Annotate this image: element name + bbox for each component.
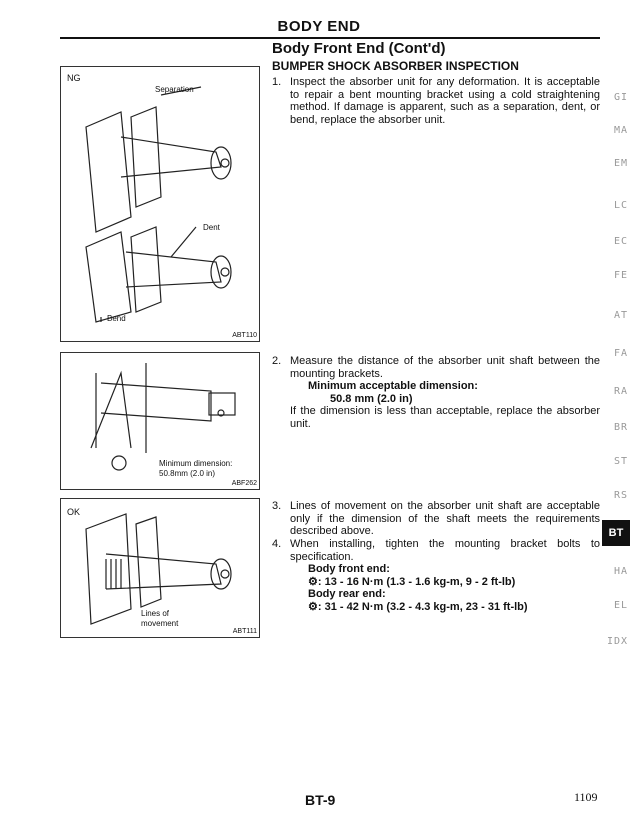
step-number: 1. xyxy=(272,76,282,88)
label-separation: Separation xyxy=(155,85,194,94)
figure-code: ABT110 xyxy=(232,332,257,339)
side-index-ha: HA xyxy=(613,566,628,577)
footer-number: 1109 xyxy=(574,790,598,804)
side-index-fe: FE xyxy=(613,270,628,281)
label-movement: movement xyxy=(141,619,179,628)
figure-ok-lines xyxy=(60,498,260,638)
label-bend: Bend xyxy=(107,314,126,323)
side-index-at: AT xyxy=(613,310,628,321)
figure-ng-deformation xyxy=(60,66,260,342)
figure-code: ABT111 xyxy=(232,628,257,635)
step-text-after: If the dimension is less than acceptable, replace the absorber unit. xyxy=(290,405,600,430)
side-index-gi: GI xyxy=(613,92,628,103)
side-index-ma: MA xyxy=(613,125,628,136)
figure-corner-label: NG xyxy=(67,73,81,83)
side-index-br: BR xyxy=(613,422,628,433)
absorber-ok-drawing xyxy=(61,499,261,639)
label-lines-of: Lines of xyxy=(141,609,170,618)
torque-rear-value: 31 - 42 N·m (3.2 - 4.3 kg-m, 23 - 31 ft-lb) xyxy=(324,600,528,613)
label-min-dimension-value: 50.8mm (2.0 in) xyxy=(159,469,216,478)
figure-code: ABF262 xyxy=(231,480,257,487)
header-title: BODY END xyxy=(277,18,361,35)
spec-label: Minimum acceptable dimension: xyxy=(308,380,478,392)
side-index-idx: IDX xyxy=(606,636,628,647)
side-index-rs: RS xyxy=(613,490,628,501)
wrench-icon: ⚙: xyxy=(308,575,322,588)
torque-front-label: Body front end: xyxy=(308,563,390,575)
section-title: Body Front End (Cont'd) xyxy=(272,40,446,57)
spec-value: 50.8 mm (2.0 in) xyxy=(330,392,413,405)
step-number: 4. xyxy=(272,538,282,550)
footer-page: BT-9 xyxy=(305,792,336,808)
side-index-fa: FA xyxy=(613,348,628,359)
torque-rear-label: Body rear end: xyxy=(308,588,386,600)
side-index-ec: EC xyxy=(613,236,628,247)
step-number: 3. xyxy=(272,500,282,512)
label-dent: Dent xyxy=(203,223,220,232)
step-text: Lines of movement on the absorber unit shaft are acceptable only if the dimension of the shaft meets the requirements described above. xyxy=(290,500,600,537)
label-min-dimension: Minimum dimension: xyxy=(159,459,233,468)
step-text: Inspect the absorber unit for any deformation. It is acceptable to repair a bent mounting bracket using a cold straightening method. If damage is apparent, such as a separation, dent, or bend, replace the absorber unit. xyxy=(290,76,600,126)
absorber-ng-drawing xyxy=(61,67,261,343)
header-rule xyxy=(60,37,600,39)
torque-front-value: 13 - 16 N·m (1.3 - 1.6 kg-m, 9 - 2 ft-lb) xyxy=(324,575,516,588)
figure-min-dimension xyxy=(60,352,260,490)
side-index-ra: RA xyxy=(613,386,628,397)
side-index-st: ST xyxy=(613,456,628,467)
step-text: When installing, tighten the mounting bracket bolts to specification. xyxy=(290,538,600,563)
side-index-bt: BT xyxy=(602,520,630,546)
side-index-lc: LC xyxy=(613,200,628,211)
step-number: 2. xyxy=(272,355,282,367)
side-index-em: EM xyxy=(613,158,628,169)
figure-corner-label: OK xyxy=(67,507,81,517)
step-text: Measure the distance of the absorber unit shaft between the mounting brackets. xyxy=(290,355,600,380)
side-index-el: EL xyxy=(613,600,628,611)
wrench-icon: ⚙: xyxy=(308,600,322,613)
section-subtitle: BUMPER SHOCK ABSORBER INSPECTION xyxy=(272,59,519,73)
